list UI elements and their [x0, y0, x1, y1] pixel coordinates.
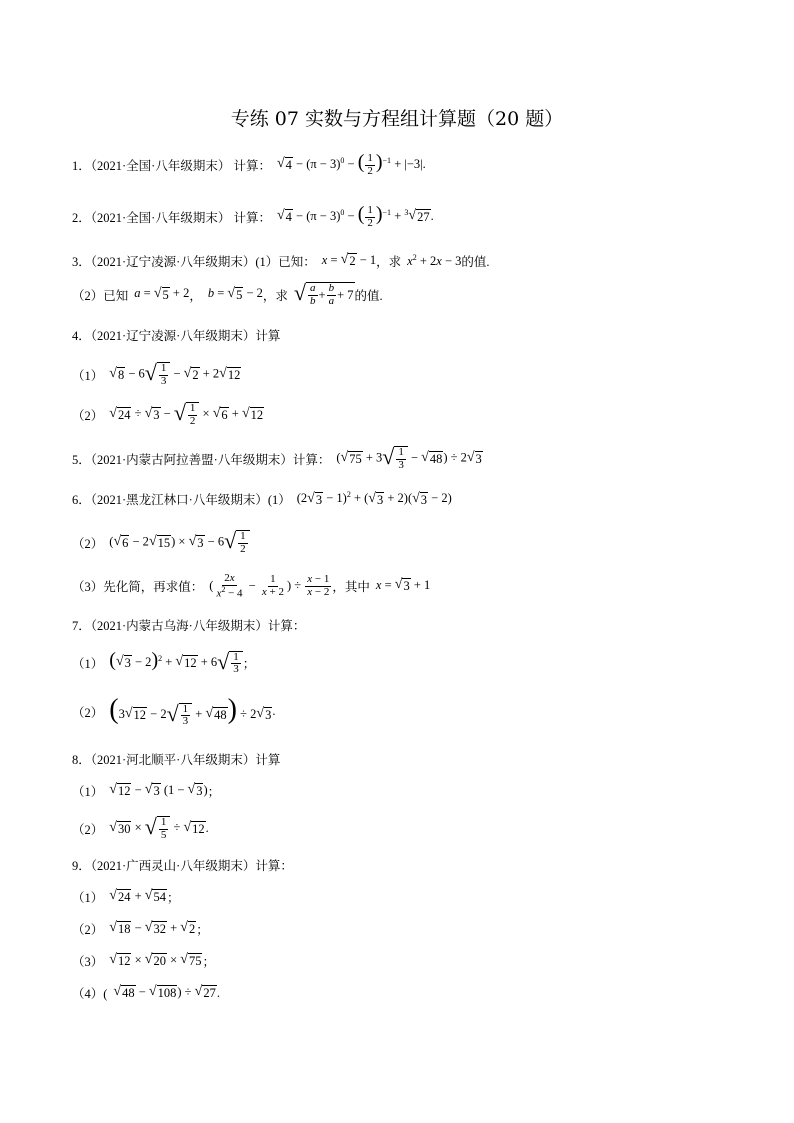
problem-tail: ；	[196, 923, 209, 937]
problem-label: （2）已知	[72, 288, 129, 303]
problem-2	[72, 204, 434, 229]
problem-6-part-2	[72, 530, 250, 555]
expression: ( $\frac{2x}{x^2 - 4}$ − $\frac{1}{x + 2}$ ) ÷ $\frac{x - 1}{x - 2}$	[209, 572, 330, 600]
expression: ( √ 3 − 2)$^2$ + √ 12 + 6 √ $\frac{1}{3}$	[109, 650, 242, 676]
problem-label: （1）	[72, 891, 104, 905]
problem-label: （2）	[72, 408, 104, 423]
problem-8-part-2	[72, 816, 209, 841]
problem-label: （1）	[72, 785, 104, 799]
problem-6-part-3	[72, 573, 430, 600]
problem-label: 1．（2021·全国·八年级期末） 计算：	[72, 158, 271, 173]
expression: √ 24 + √ 54	[109, 888, 166, 905]
expression: x = √ 3 + 1	[375, 577, 431, 594]
problem-label: （2）	[72, 705, 104, 720]
expression: √ $\frac{a}{b}$ + $\frac{b}{a}$ + 7	[293, 280, 354, 307]
problem-tail: .	[272, 704, 276, 719]
problem-4-part-2	[72, 402, 264, 427]
expression: x = √ 2 − 1	[321, 252, 377, 269]
expression: √ 12 × √ 20 × √ 75	[109, 952, 202, 969]
problem-tail: .	[216, 985, 220, 1000]
problem-tail: ；	[166, 891, 180, 905]
problem-mid: ，求	[376, 255, 402, 269]
problem-label: 4．（2021·辽宁凌源·八年级期末）计算	[72, 329, 281, 343]
problem-label: 5．（2021·内蒙古阿拉善盟·八年级期末）计算：	[72, 452, 331, 467]
problem-7-part-1	[72, 650, 255, 676]
problem-tail: .	[422, 157, 426, 172]
problem-tail: ；	[207, 785, 221, 799]
problem-label: 7．（2021·内蒙古乌海·八年级期末）计算：	[72, 619, 306, 633]
problem-label: 6．（2021·黑龙江林口·八年级期末）(1）	[72, 493, 291, 507]
page-title: 专练 07 实数与方程组计算题（20 题）	[230, 108, 564, 130]
expression: a = √ 5 + 2	[134, 285, 190, 302]
expression: (2 √ 3 − 1)$^2$ + ( √ 3 + 2)( √ 3 − 2)	[296, 490, 452, 507]
expression: √ 12 − √ 3 (1 − √ 3 )	[109, 782, 208, 799]
problem-5	[72, 446, 483, 471]
problem-tail: 的值.	[461, 255, 490, 269]
problem-label: （3）	[72, 955, 104, 969]
expression: √ 4 − $(\pi - 3)^0$ − ( $\frac{1}{2}$ )$^{-1}$ + $^3$ √ 27	[276, 203, 430, 229]
problem-7	[72, 616, 305, 634]
expression: (3 √ 12 − 2 √ $\frac{1}{3}$ + √ 48 ) ÷ 2 √ 3	[109, 694, 272, 728]
problem-4	[72, 326, 280, 344]
expression: √ 8 − 6 √ $\frac{1}{3}$ − √ 2 + 2 √ 12	[109, 360, 241, 387]
problem-label: （2）	[72, 536, 104, 551]
expression: ( √ 6 − 2 √ 15 ) × √ 3 − 6 √ $\frac{1}{2}$	[109, 530, 249, 555]
problem-label: （4）(	[72, 987, 108, 1001]
problem-9	[72, 856, 293, 874]
problem-label: （2）	[72, 822, 104, 837]
problem-tail: ；	[202, 955, 215, 969]
problem-tail: .	[205, 821, 209, 836]
problem-3-part-2	[72, 282, 383, 307]
problem-9-part-4	[72, 984, 220, 1002]
problem-3	[72, 252, 490, 270]
expression: √ 30 × √ $\frac{1}{5}$ ÷ √ 12	[109, 814, 205, 841]
problem-label: 2．（2021·全国·八年级期末） 计算：	[72, 210, 271, 225]
problem-7-part-2	[72, 696, 275, 728]
problem-mid: ，	[189, 288, 202, 303]
problem-label: （1）	[72, 656, 104, 671]
expression: √ 18 − √ 32 + √ 2	[109, 920, 196, 937]
problem-mid: ，求	[262, 288, 288, 303]
problem-9-part-1	[72, 888, 179, 906]
problem-9-part-3	[72, 952, 215, 970]
problem-9-part-2	[72, 920, 209, 938]
expression: √ 24 ÷ √ 3 − √ $\frac{1}{2}$ × √ 6 + √ 12	[109, 400, 264, 427]
problem-label: 9．（2021·广西灵山·八年级期末）计算：	[72, 859, 293, 873]
problem-6	[72, 490, 452, 508]
problem-label: （2）	[72, 923, 104, 937]
expression: √ 4 − $(\pi - 3)^0$ − ( $\frac{1}{2}$ )$^{-1}$ + |−3|	[276, 151, 423, 177]
problem-label: 8．（2021·河北顺平·八年级期末）计算	[72, 753, 281, 767]
problem-label: （1）	[72, 368, 104, 383]
problem-tail: ；	[242, 656, 256, 671]
expression: √ 48 − √ 108 ) ÷ √ 27	[113, 984, 216, 1001]
problem-label: 3．（2021·辽宁凌源·八年级期末）(1）已知：	[72, 255, 316, 269]
problem-8	[72, 750, 280, 768]
expression: ( √ 75 + 3 √ $\frac{1}{3}$ − √ 48 ) ÷ 2 √ 3	[336, 444, 482, 471]
problem-mid: ，其中	[332, 580, 370, 595]
problem-8-part-1	[72, 782, 220, 800]
problem-4-part-1	[72, 362, 241, 387]
problem-1	[72, 152, 426, 177]
problem-label: （3）先化简，再求值：	[72, 580, 204, 595]
expression: $x^2 + 2x - 3$	[407, 252, 462, 269]
problem-tail: .	[430, 209, 434, 224]
expression: b = √ 5 − 2	[207, 285, 263, 302]
problem-tail: 的值.	[354, 288, 383, 303]
